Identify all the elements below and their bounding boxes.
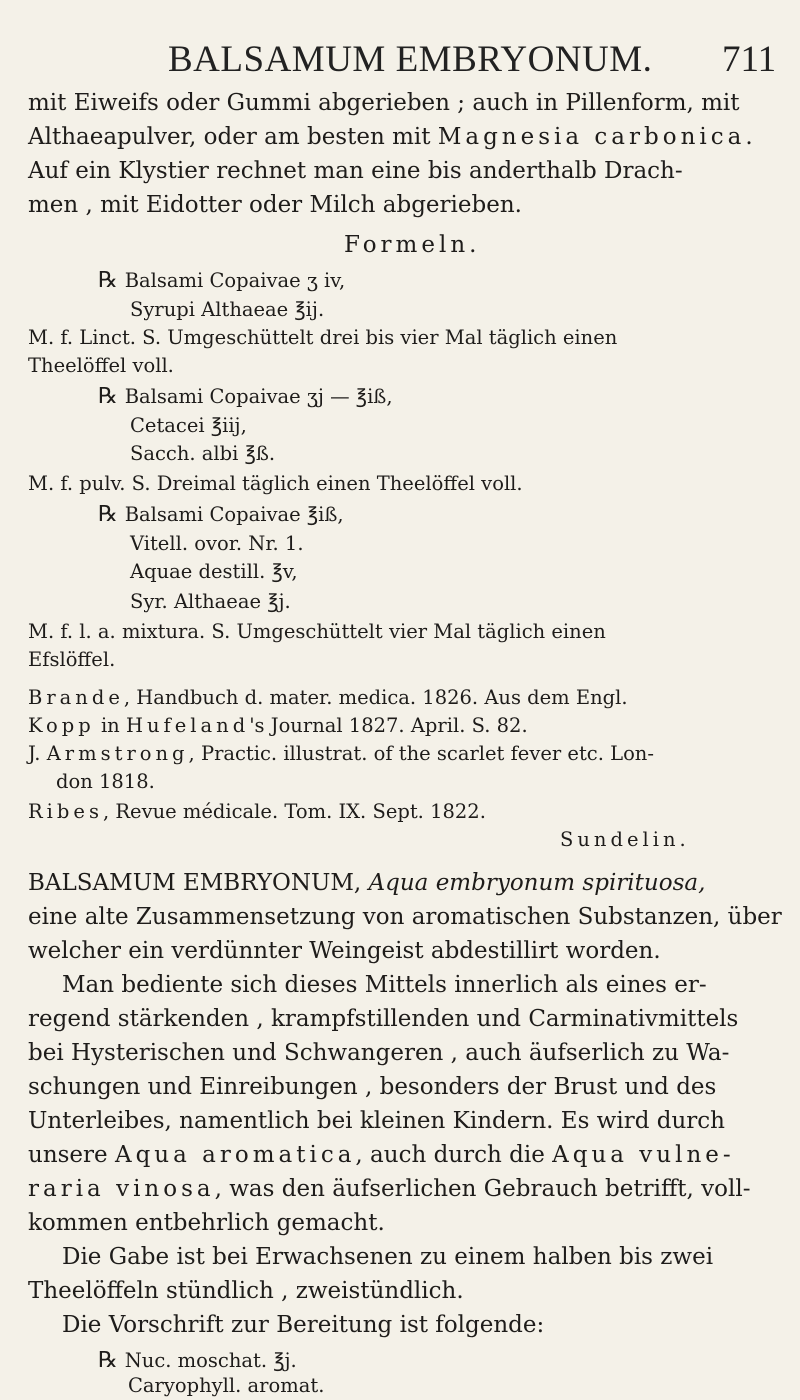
text-line (28, 742, 654, 765)
text-segment: Efslöffel. (28, 648, 116, 671)
text-segment: Althaeapulver, oder am besten mit (28, 124, 438, 150)
text-segment: M. f. pulv. S. Dreimal täglich einen Theelöffel voll. (28, 472, 523, 495)
text-line (56, 770, 155, 793)
text-segment: Balsami Copaivae ʒ iv, (124, 269, 346, 292)
running-title: BALSAMUM EMBRYONUM. (168, 39, 653, 80)
text-segment: Hufeland (125, 714, 250, 737)
text-line (28, 648, 115, 671)
page-number: 711 (722, 39, 777, 80)
text-line (28, 326, 617, 349)
text-segment: Brande (28, 686, 124, 709)
text-line (28, 1006, 738, 1032)
text-segment: Syr. Althaeae ℥j. (130, 590, 291, 613)
text-segment: Aquae destill. ℥v, (130, 560, 298, 583)
text-line (28, 620, 606, 643)
text-segment: Theelöffeln stündlich , zweistündlich. (28, 1278, 464, 1304)
text-segment: Aqua embryonum spirituosa, (368, 870, 706, 896)
text-line (98, 502, 344, 527)
text-line (98, 384, 393, 409)
text-line (62, 1312, 544, 1338)
text-segment: Nuc. moschat. ℥j. (124, 1349, 297, 1372)
text-segment: Theelöffel voll. (28, 354, 174, 377)
text-segment: mit Eiweifs oder Gummi abgerieben ; auch in Pillenform, mit (28, 90, 740, 116)
text-line (98, 268, 345, 293)
text-segment: don 1818. (56, 770, 155, 793)
text-line (28, 1074, 716, 1100)
text-segment: , Handbuch d. mater. medica. 1826. Aus dem Engl. (123, 686, 628, 709)
text-line (28, 1278, 464, 1304)
text-segment: , auch durch die (355, 1142, 553, 1168)
text-line (28, 870, 705, 896)
text-line (28, 1040, 729, 1066)
text-segment: men , mit Eidotter oder Milch abgerieben. (28, 192, 522, 218)
text-segment: Caryophyll. aromat. (128, 1374, 325, 1397)
text-segment: Aqua vulne- (552, 1142, 735, 1168)
recipe-symbol: ℞ (98, 268, 125, 293)
text-segment: Ribes (28, 800, 103, 823)
text-segment: , Practic. illustrat. of the scarlet fever etc. Lon- (188, 742, 654, 765)
text-line (130, 442, 275, 465)
text-line (28, 686, 628, 709)
text-line (28, 354, 174, 377)
text-line (28, 904, 782, 930)
text-segment: Armstrong (46, 742, 189, 765)
text-line (130, 590, 291, 613)
text-segment: Sacch. albi ℥ß. (130, 442, 276, 465)
text-segment: Unterleibes, namentlich bei kleinen Kindern. Es wird durch (28, 1108, 725, 1134)
text-segment: welcher ein verdünnter Weingeist abdestillirt worden. (28, 938, 661, 964)
text-line (344, 232, 480, 258)
text-segment: J. (28, 742, 47, 765)
text-segment: raria vinosa (28, 1176, 215, 1202)
text-line (28, 714, 528, 737)
text-segment: Balsami Copaivae ℥iß, (124, 503, 344, 526)
text-line (130, 414, 247, 437)
text-segment: Sundelin. (560, 828, 690, 851)
recipe-symbol: ℞ (98, 384, 125, 409)
text-segment: Kopp (28, 714, 95, 737)
text-line (28, 1108, 725, 1134)
text-segment: Aqua aromatica (114, 1142, 356, 1168)
text-segment: , was den äufserlichen Gebrauch betrifft, voll- (214, 1176, 751, 1202)
text-line (28, 938, 661, 964)
text-segment: Formeln. (344, 232, 481, 258)
text-line (128, 1374, 324, 1397)
text-segment: Vitell. ovor. Nr. 1. (130, 532, 304, 555)
text-segment: unsere (28, 1142, 115, 1168)
running-header (0, 38, 800, 88)
text-segment: BALSAMUM EMBRYONUM, (28, 870, 369, 896)
text-segment: Balsami Copaivae ʒj — ℥iß, (124, 385, 393, 408)
text-segment: Syrupi Althaeae ℥ij. (130, 298, 325, 321)
text-segment: in (94, 714, 126, 737)
text-segment: Auf ein Klystier rechnet man eine bis anderthalb Drach- (28, 158, 683, 184)
text-segment: bei Hysterischen und Schwangeren , auch äufserlich zu Wa- (28, 1040, 730, 1066)
text-line (28, 90, 740, 116)
text-segment: Magnesia carbonica. (437, 124, 757, 150)
text-segment: Man bediente sich dieses Mittels innerlich als eines er- (62, 972, 707, 998)
text-segment: schungen und Einreibungen , besonders der Brust und des (28, 1074, 717, 1100)
text-segment: eine alte Zusammensetzung von aromatischen Substanzen, über (28, 904, 782, 930)
text-line (130, 560, 298, 583)
text-segment: M. f. Linct. S. Umgeschüttelt drei bis vier Mal täglich einen (28, 326, 618, 349)
text-segment: M. f. l. a. mixtura. S. Umgeschüttelt vier Mal täglich einen (28, 620, 606, 643)
text-segment: regend stärkenden , krampfstillenden und Carminativmittels (28, 1006, 739, 1032)
text-line (62, 972, 707, 998)
text-line (62, 1244, 713, 1270)
recipe-symbol: ℞ (98, 1348, 125, 1373)
text-line (28, 158, 683, 184)
text-line (28, 800, 486, 823)
text-line (28, 1142, 735, 1168)
text-segment: Die Vorschrift zur Bereitung ist folgende: (62, 1312, 545, 1338)
text-segment: , Revue médicale. Tom. IX. Sept. 1822. (102, 800, 486, 823)
recipe-symbol: ℞ (98, 502, 125, 527)
text-segment: 's Journal 1827. April. S. 82. (249, 714, 528, 737)
text-line (28, 1210, 385, 1236)
text-line (130, 532, 304, 555)
text-line (28, 124, 757, 150)
text-line (560, 828, 690, 851)
text-line (98, 1348, 297, 1373)
text-segment: Die Gabe ist bei Erwachsenen zu einem halben bis zwei (62, 1244, 714, 1270)
text-line (28, 192, 522, 218)
text-segment: kommen entbehrlich gemacht. (28, 1210, 385, 1236)
text-segment: Cetacei ℥iij, (130, 414, 247, 437)
text-line (130, 298, 324, 321)
text-line (28, 472, 523, 495)
text-line (28, 1176, 750, 1202)
